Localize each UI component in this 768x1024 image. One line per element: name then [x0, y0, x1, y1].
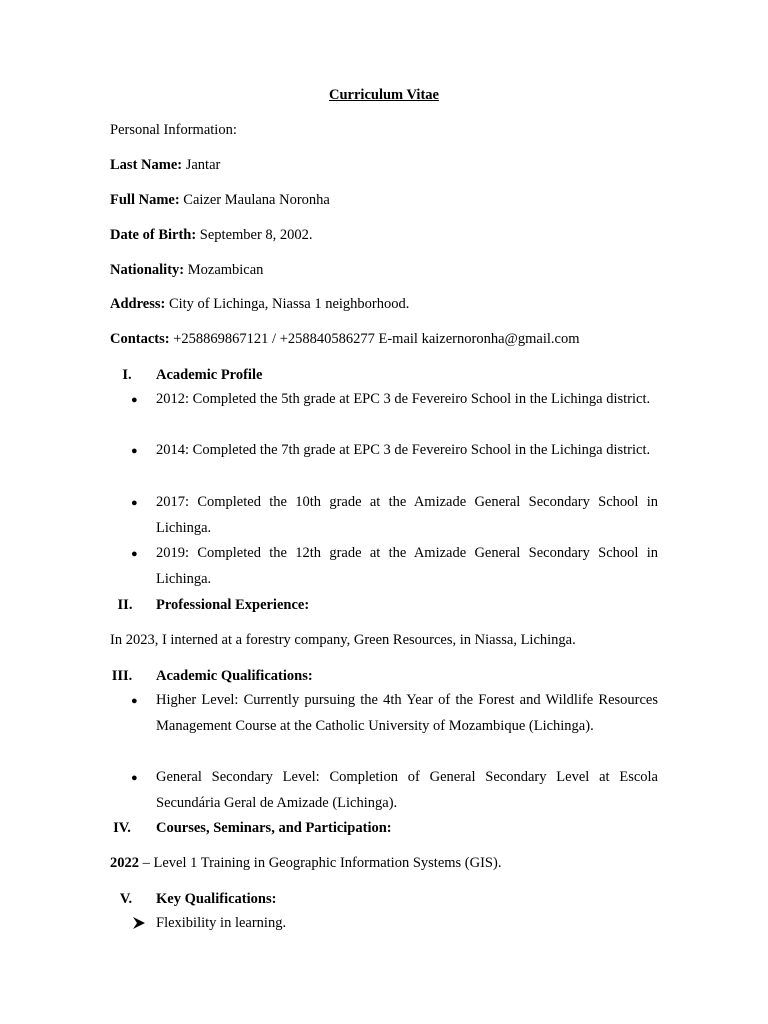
address-label: Address: [110, 296, 166, 312]
academic-qualification-item: General Secondary Level: Completion of General Secondary Level at Escola Secundária Geral de Amizade (Lichinga). [156, 769, 658, 811]
professional-experience-text: In 2023, I interned at a forestry company, Green Resources, in Niassa, Lichinga. [110, 632, 576, 648]
courses-line [110, 853, 501, 873]
section-3-numeral: III. [111, 668, 133, 684]
course-year: 2022 [110, 855, 139, 871]
section-1-numeral: I. [122, 367, 132, 383]
contacts-label: Contacts: [110, 331, 170, 347]
full-name-value: Caizer Maulana Noronha [179, 192, 330, 208]
contacts-value: +258869867121 / +258840586277 E-mail kaizernoronha@gmail.com [169, 331, 580, 347]
nationality-label: Nationality: [110, 262, 185, 278]
personal-info-heading: Personal Information: [110, 122, 237, 138]
last-name-line [110, 155, 220, 175]
section-2-title: Professional Experience: [156, 597, 310, 613]
academic-qualification-item: Higher Level: Currently pursuing the 4th Year of the Forest and Wildlife Resources Management Course at the Catholic University of Mozambique (Lichinga). [156, 692, 658, 734]
full-name-label: Full Name: [110, 192, 180, 208]
section-5-title: Key Qualifications: [156, 891, 277, 907]
section-4-title: Courses, Seminars, and Participation: [156, 820, 392, 836]
dob-label: Date of Birth: [110, 227, 197, 243]
arrow-bullet-icon [132, 913, 146, 933]
academic-profile-item: 2014: Completed the 7th grade at EPC 3 de Fevereiro School in the Lichinga district. [156, 442, 651, 458]
dob-line [110, 225, 313, 245]
section-3-title: Academic Qualifications: [156, 668, 313, 684]
nationality-line [110, 260, 263, 280]
address-line [110, 294, 409, 314]
key-qualification-item: Flexibility in learning. [156, 915, 287, 931]
academic-profile-item: 2019: Completed the 12th grade at the Amizade General Secondary School in Lichinga. [156, 545, 658, 587]
bullet-icon: ● [131, 695, 138, 707]
section-5-numeral: V. [119, 891, 133, 907]
bullet-icon: ● [131, 548, 138, 560]
full-name-line [110, 190, 330, 210]
address-value: City of Lichinga, Niassa 1 neighborhood. [165, 296, 410, 312]
dob-value: September 8, 2002. [196, 227, 313, 243]
section-1-title: Academic Profile [156, 367, 263, 383]
last-name-value: Jantar [182, 157, 221, 173]
bullet-icon: ● [131, 772, 138, 784]
section-4-numeral: IV. [113, 820, 131, 836]
document-title: Curriculum Vitae [329, 87, 439, 103]
contacts-line [110, 329, 579, 349]
course-description: – Level 1 Training in Geographic Information Systems (GIS). [139, 855, 502, 871]
bullet-icon: ● [131, 445, 138, 457]
bullet-icon: ● [131, 394, 138, 406]
section-2-numeral: II. [117, 597, 133, 613]
bullet-icon: ● [131, 497, 138, 509]
last-name-label: Last Name: [110, 157, 183, 173]
academic-profile-item: 2017: Completed the 10th grade at the Amizade General Secondary School in Lichinga. [156, 494, 658, 536]
nationality-value: Mozambican [184, 262, 264, 278]
academic-profile-item: 2012: Completed the 5th grade at EPC 3 de Fevereiro School in the Lichinga district. [156, 391, 651, 407]
